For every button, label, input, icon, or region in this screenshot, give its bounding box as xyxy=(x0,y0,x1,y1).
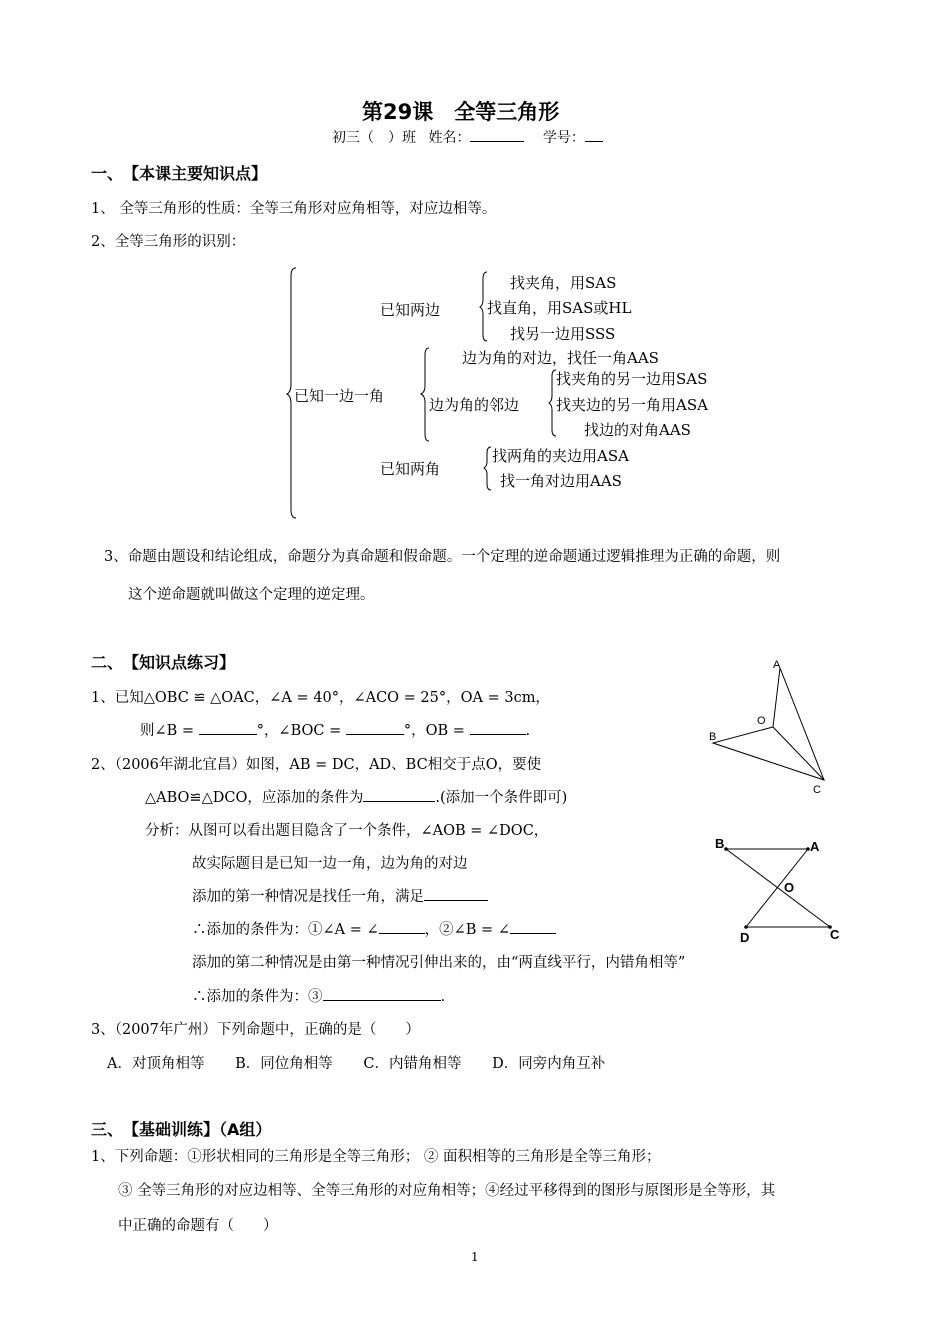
s2-q3-line1: 3、（2007年广州）下列命题中，正确的是（ ） xyxy=(91,1022,420,1038)
s1-item3-line1: 3、命题由题设和结论组成，命题分为真命题和假命题。一个定理的逆命题通过逻辑推理为正确的命题，则 xyxy=(104,549,781,565)
q1-b-blank[interactable] xyxy=(199,721,257,735)
page-title: 第29课 全等三角形 xyxy=(362,100,560,124)
q2-note: .(添加一个条件即可) xyxy=(435,790,568,806)
tree-opposite-aas: 边为角的对边，找任一角AAS xyxy=(462,349,659,367)
id-label: 学号： xyxy=(542,130,585,146)
s2-analysis1: 分析：从图可以看出题目隐含了一个条件，∠AOB = ∠DOC， xyxy=(145,823,549,839)
q3-option-b[interactable]: B．同位角相等 xyxy=(235,1056,333,1072)
q2-condition-label: △ABO≌△DCO，应添加的条件为 xyxy=(145,790,364,806)
q3-option-d[interactable]: D．同旁内角互补 xyxy=(492,1056,606,1072)
analysis4-blank1[interactable] xyxy=(379,920,425,934)
s2-q1-line1: 1、已知△OBC ≌ △OAC，∠A = 40°，∠ACO = 25°，OA = 3cm， xyxy=(91,690,550,706)
s2-analysis6 xyxy=(192,985,445,1006)
analysis4-blank2[interactable] xyxy=(510,920,556,934)
q1-boc-label: °，∠BOC = xyxy=(256,723,346,739)
name-label: 姓名： xyxy=(428,130,471,146)
s1-item1: 1、 全等三角形的性质：全等三角形对应角相等，对应边相等。 xyxy=(91,201,497,217)
tree-sss: 找另一边用SSS xyxy=(510,325,616,343)
analysis4-a: ∴添加的条件为：①∠A = ∠ xyxy=(192,922,379,938)
tree-adj-aas: 找边的对角AAS xyxy=(584,421,691,439)
tree-branch-two-sides: 已知两边 xyxy=(380,301,441,319)
fig2-label-d: D xyxy=(740,930,750,945)
fig1-label-o: O xyxy=(757,715,766,727)
section2-heading: 二、 【知识点练习】 xyxy=(91,653,236,672)
tree-branch-two-angles: 已知两角 xyxy=(380,460,441,478)
figure-triangles-obc-oac xyxy=(700,655,840,800)
analysis3-text: 添加的第一种情况是找任一角，满足 xyxy=(192,889,424,905)
page-number: 1 xyxy=(471,1250,479,1264)
fig2-label-c: C xyxy=(830,927,840,942)
fig2-label-a: A xyxy=(810,839,820,854)
fig1-label-c: C xyxy=(813,784,821,796)
tree-adjacent-side: 边为角的邻边 xyxy=(429,396,520,414)
q1-ob-blank[interactable] xyxy=(470,721,526,735)
tree-adj-sas: 找夹角的另一边用SAS xyxy=(556,370,708,388)
analysis6-b: . xyxy=(440,989,446,1005)
class-label: 初三（ ）班 xyxy=(332,130,416,146)
analysis6-blank[interactable] xyxy=(323,987,441,1001)
s1-item2: 2、全等三角形的识别： xyxy=(91,234,246,250)
analysis6-a: ∴添加的条件为：③ xyxy=(192,989,323,1005)
figure-ab-dc-crossing xyxy=(708,832,858,947)
q2-condition-blank[interactable] xyxy=(363,788,435,802)
fig1-label-a: A xyxy=(773,659,781,671)
s2-q2-line2 xyxy=(145,786,567,807)
s2-analysis5: 添加的第二种情况是由第一种情况引伸出来的，由“两直线平行，内错角相等” xyxy=(192,955,686,971)
s3-q1-line2: ③ 全等三角形的对应边相等、全等三角形的对应角相等；④经过平移得到的图形与原图形是全等形，其 xyxy=(118,1183,776,1199)
section1-heading: 一、 【本课主要知识点】 xyxy=(91,164,268,183)
q1-b-label: 则∠B = xyxy=(140,723,199,739)
s2-analysis4 xyxy=(192,918,556,939)
q1-boc-blank[interactable] xyxy=(346,721,404,735)
tree-two-angles-asa: 找两角的夹边用ASA xyxy=(492,447,629,465)
fig1-label-b: B xyxy=(709,731,717,743)
s2-analysis2: 故实际题目是已知一边一角，边为角的对边 xyxy=(192,856,468,872)
analysis3-blank[interactable] xyxy=(424,887,488,901)
s3-q1-line1: 1、下列命题：①形状相同的三角形是全等三角形； ② 面积相等的三角形是全等三角形； xyxy=(91,1149,661,1165)
fig2-label-o: O xyxy=(784,880,795,895)
q3-option-a[interactable]: A．对顶角相等 xyxy=(107,1056,205,1072)
analysis4-b: ，②∠B = ∠ xyxy=(424,922,510,938)
q3-option-c[interactable]: C．内错角相等 xyxy=(363,1056,462,1072)
s2-q3-options xyxy=(107,1052,605,1073)
tree-sas-hl: 找直角，用SAS或HL xyxy=(487,299,632,317)
q1-ob-label: °，OB = xyxy=(403,723,470,739)
s2-q1-line2 xyxy=(140,719,530,740)
identification-tree-braces xyxy=(0,0,950,600)
s2-analysis3 xyxy=(192,885,488,906)
tree-sas-angle: 找夹角，用SAS xyxy=(510,274,617,292)
tree-adj-asa: 找夹边的另一角用ASA xyxy=(556,396,708,414)
tree-branch-side-angle: 已知一边一角 xyxy=(294,387,385,405)
s1-item3-line2: 这个逆命题就叫做这个定理的逆定理。 xyxy=(128,587,375,603)
tree-two-angles-aas: 找一角对边用AAS xyxy=(500,472,622,490)
s2-q2-line1: 2、（2006年湖北宜昌）如图，AB = DC，AD、BC相交于点O，要使 xyxy=(91,757,542,773)
fig2-label-b: B xyxy=(715,836,725,851)
s3-q1-line3: 中正确的命题有（ ） xyxy=(118,1218,278,1234)
q1-end: . xyxy=(525,723,531,739)
section3-heading: 三、 【基础训练】（A组） xyxy=(91,1120,272,1139)
